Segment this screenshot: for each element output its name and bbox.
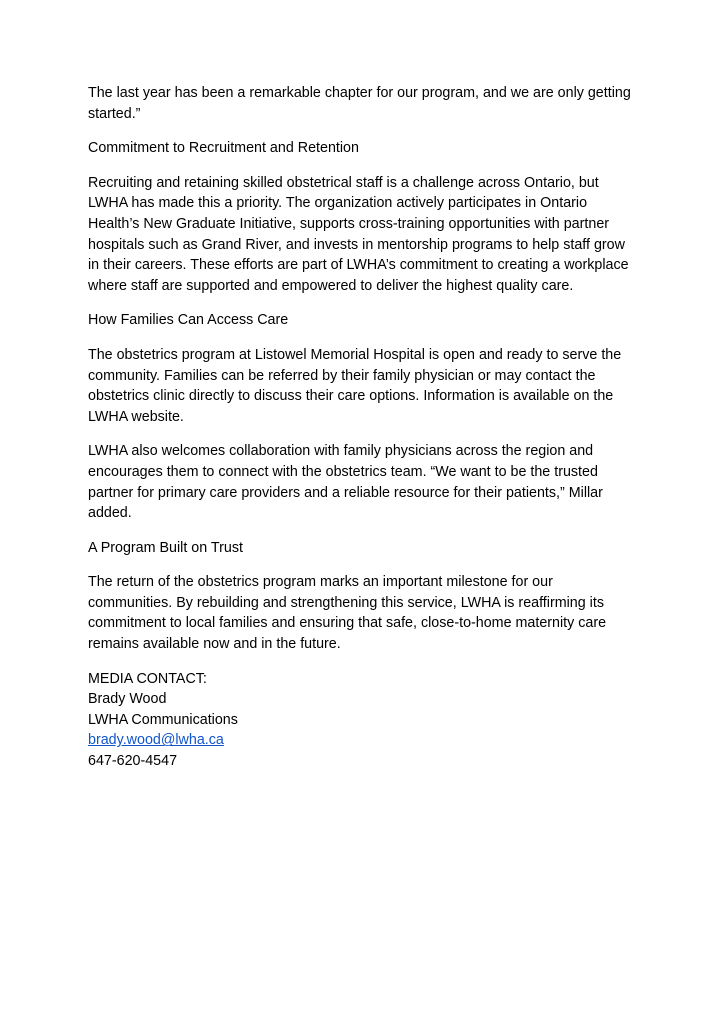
paragraph-milestone: The return of the obstetrics program marks an important milestone for our communities. By rebuilding and strengthening this service, LWHA is reaffirming its commitment to local families and ensuring that safe, close-to-home maternity care remains available now and in the future. (88, 574, 607, 653)
media-contact-heading: MEDIA CONTACT: (88, 670, 207, 687)
media-contact-name: Brady Wood (88, 691, 167, 708)
paragraph-access-care: The obstetrics program at Listowel Memorial Hospital is open and ready to serve the community. Families can be referred by their family physician or may contact the obstetrics clinic directly to discuss their care options. Information is available on the LWHA website. (88, 346, 622, 425)
media-contact-block (88, 669, 639, 772)
paragraph-collaboration: LWHA also welcomes collaboration with family physicians across the region and encourages them to connect with the obstetrics team. “We want to be the trusted partner for primary care providers and a reliable resource for their patients,” Millar added. (88, 443, 603, 522)
section-heading-access-care: How Families Can Access Care (88, 312, 289, 329)
paragraph-closing-quote: The last year has been a remarkable chapter for our program, and we are only getting started.” (88, 85, 631, 122)
media-contact-email-line (88, 730, 639, 751)
media-contact-phone: 647-620-4547 (88, 753, 178, 770)
media-contact-organization: LWHA Communications (88, 711, 238, 728)
paragraph-recruitment-retention: Recruiting and retaining skilled obstetrical staff is a challenge across Ontario, but LWHA has made this a priority. The organization actively participates in Ontario Health’s New Graduate Initiative, supports cross-training opportunities with partner hospitals such as Grand River, and invests in mentorship programs to help staff grow in their careers. These efforts are part of LWHA’s commitment to creating a workplace where staff are supported and empowered to deliver the highest quality care. (88, 174, 629, 294)
section-heading-program-trust: A Program Built on Trust (88, 539, 243, 556)
email-link[interactable]: brady.wood@lwha.ca (88, 732, 224, 749)
section-heading-recruitment-retention: Commitment to Recruitment and Retention (88, 140, 359, 157)
